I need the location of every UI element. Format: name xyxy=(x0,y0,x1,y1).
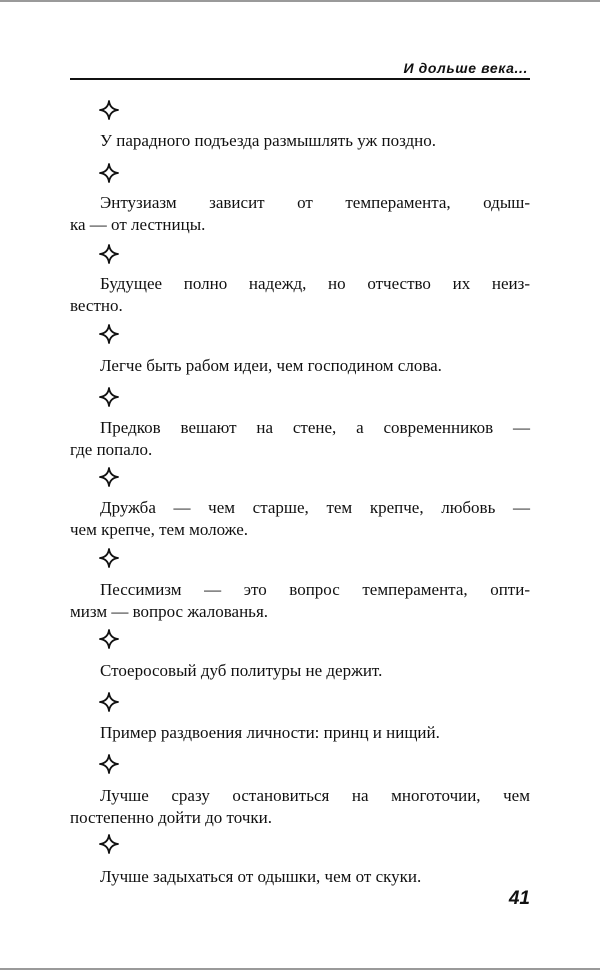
four-pointed-star-icon xyxy=(99,754,119,774)
aphorism-line: чем крепче, тем моложе. xyxy=(70,520,248,539)
aphorism xyxy=(70,192,530,236)
running-head: И дольше века... xyxy=(403,60,528,76)
aphorism xyxy=(70,273,530,317)
aphorism-line: постепенно дойти до точки. xyxy=(70,808,272,827)
aphorism-line: ка — от лестницы. xyxy=(70,215,206,234)
four-pointed-star-icon xyxy=(99,163,119,183)
aphorism-line: Лучше задыхаться от одышки, чем от скуки. xyxy=(100,867,422,886)
aphorism-line: Стоеросовый дуб политуры не держит. xyxy=(100,661,383,680)
aphorism xyxy=(70,497,530,541)
aphorism xyxy=(70,722,530,744)
aphorism xyxy=(70,355,530,377)
aphorism xyxy=(70,660,530,682)
aphorism-line: Предков вешают на стене, а современников — xyxy=(100,418,530,437)
page-number: 41 xyxy=(508,888,530,909)
aphorism-line: вестно. xyxy=(70,296,123,315)
aphorism-line: У парадного подъезда размышлять уж поздно. xyxy=(100,131,436,150)
four-pointed-star-icon xyxy=(99,100,119,120)
four-pointed-star-icon xyxy=(99,387,119,407)
aphorism xyxy=(70,417,530,461)
aphorism xyxy=(70,579,530,623)
aphorism-line: Пример раздвоения личности: принц и нищий. xyxy=(100,723,440,742)
aphorism-line: мизм — вопрос жалованья. xyxy=(70,602,269,621)
aphorism xyxy=(70,866,530,888)
four-pointed-star-icon xyxy=(99,467,119,487)
aphorism xyxy=(70,130,530,152)
page-top-border xyxy=(0,0,600,2)
four-pointed-star-icon xyxy=(99,834,119,854)
four-pointed-star-icon xyxy=(99,692,119,712)
aphorism-line: Лучше сразу остановиться на многоточии, чем xyxy=(100,786,530,805)
four-pointed-star-icon xyxy=(99,629,119,649)
aphorism-line: где попало. xyxy=(70,440,153,459)
aphorism-line: Легче быть рабом идеи, чем господином слова. xyxy=(100,356,442,375)
header-rule xyxy=(70,78,530,80)
four-pointed-star-icon xyxy=(99,324,119,344)
aphorism-line: Пессимизм — это вопрос темперамента, опти- xyxy=(100,580,530,599)
four-pointed-star-icon xyxy=(99,244,119,264)
aphorism-line: Будущее полно надежд, но отчество их неиз- xyxy=(100,274,530,293)
four-pointed-star-icon xyxy=(99,548,119,568)
aphorism xyxy=(70,785,530,829)
page-bottom-border xyxy=(0,968,600,970)
aphorism-line: Дружба — чем старше, тем крепче, любовь — xyxy=(100,498,530,517)
aphorism-line: Энтузиазм зависит от темперамента, одыш- xyxy=(100,193,530,212)
